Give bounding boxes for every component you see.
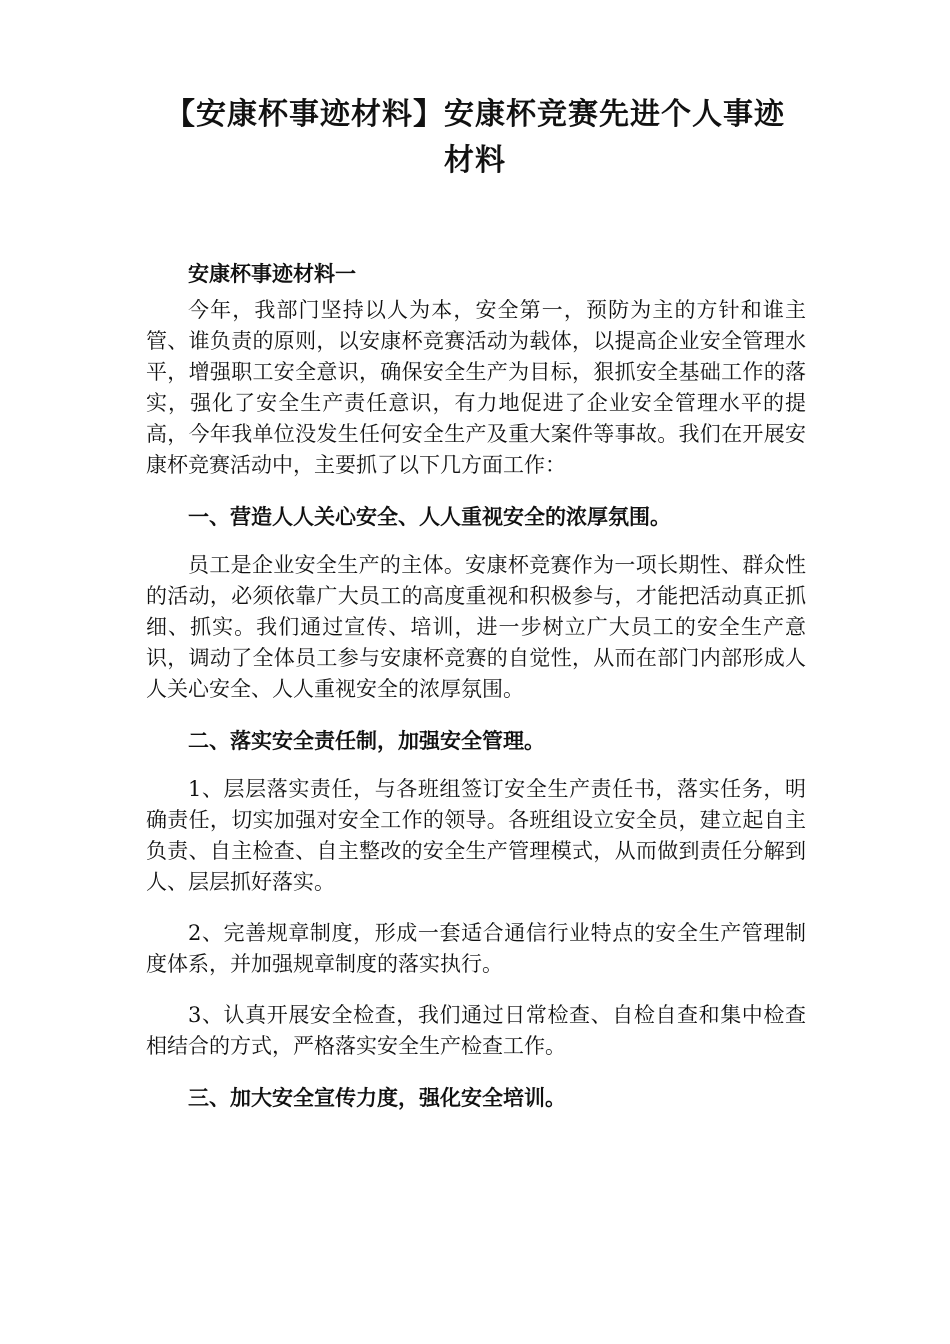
paragraph-item-1: 1、层层落实责任，与各班组签订安全生产责任书，落实任务，明确责任，切实加强对安全工作的领导。各班组设立安全员，建立起自主负责、自主检查、自主整改的安全生产管理模式，从而做到责任分解到人、层层抓好落实。	[146, 777, 806, 894]
document-body	[146, 258, 806, 1113]
section-heading-one: 一、营造人人关心安全、人人重视安全的浓厚氛围。	[188, 504, 671, 529]
paragraph-item-3: 3、认真开展安全检查，我们通过日常检查、自检自查和集中检查相结合的方式，严格落实安全生产检查工作。	[146, 1003, 806, 1058]
document-title: 【安康杯事迹材料】安康杯竞赛先进个人事迹材料	[165, 97, 785, 178]
section-heading-two: 二、落实安全责任制，加强安全管理。	[188, 728, 545, 753]
section-heading-material-one: 安康杯事迹材料一	[188, 261, 356, 286]
paragraph-atmosphere: 员工是企业安全生产的主体。安康杯竞赛作为一项长期性、群众性的活动，必须依靠广大员工的高度重视和积极参与，才能把活动真正抓细、抓实。我们通过宣传、培训，进一步树立广大员工的安全生产意识，调动了全体员工参与安康杯竞赛的自觉性，从而在部门内部形成人人关心安全、人人重视安全的浓厚氛围。	[146, 553, 806, 701]
section-heading-three: 三、加大安全宣传力度，强化安全培训。	[188, 1085, 566, 1110]
paragraph-item-2: 2、完善规章制度，形成一套适合通信行业特点的安全生产管理制度体系，并加强规章制度的落实执行。	[146, 921, 806, 976]
intro-paragraph: 今年，我部门坚持以人为本，安全第一，预防为主的方针和谁主管、谁负责的原则，以安康杯竞赛活动为载体，以提高企业安全管理水平，增强职工安全意识，确保安全生产为目标，狠抓安全基础工作的落实，强化了安全生产责任意识，有力地促进了企业安全管理水平的提高，今年我单位没发生任何安全生产及重大案件等事故。我们在开展安康杯竞赛活动中，主要抓了以下几方面工作：	[146, 298, 806, 477]
